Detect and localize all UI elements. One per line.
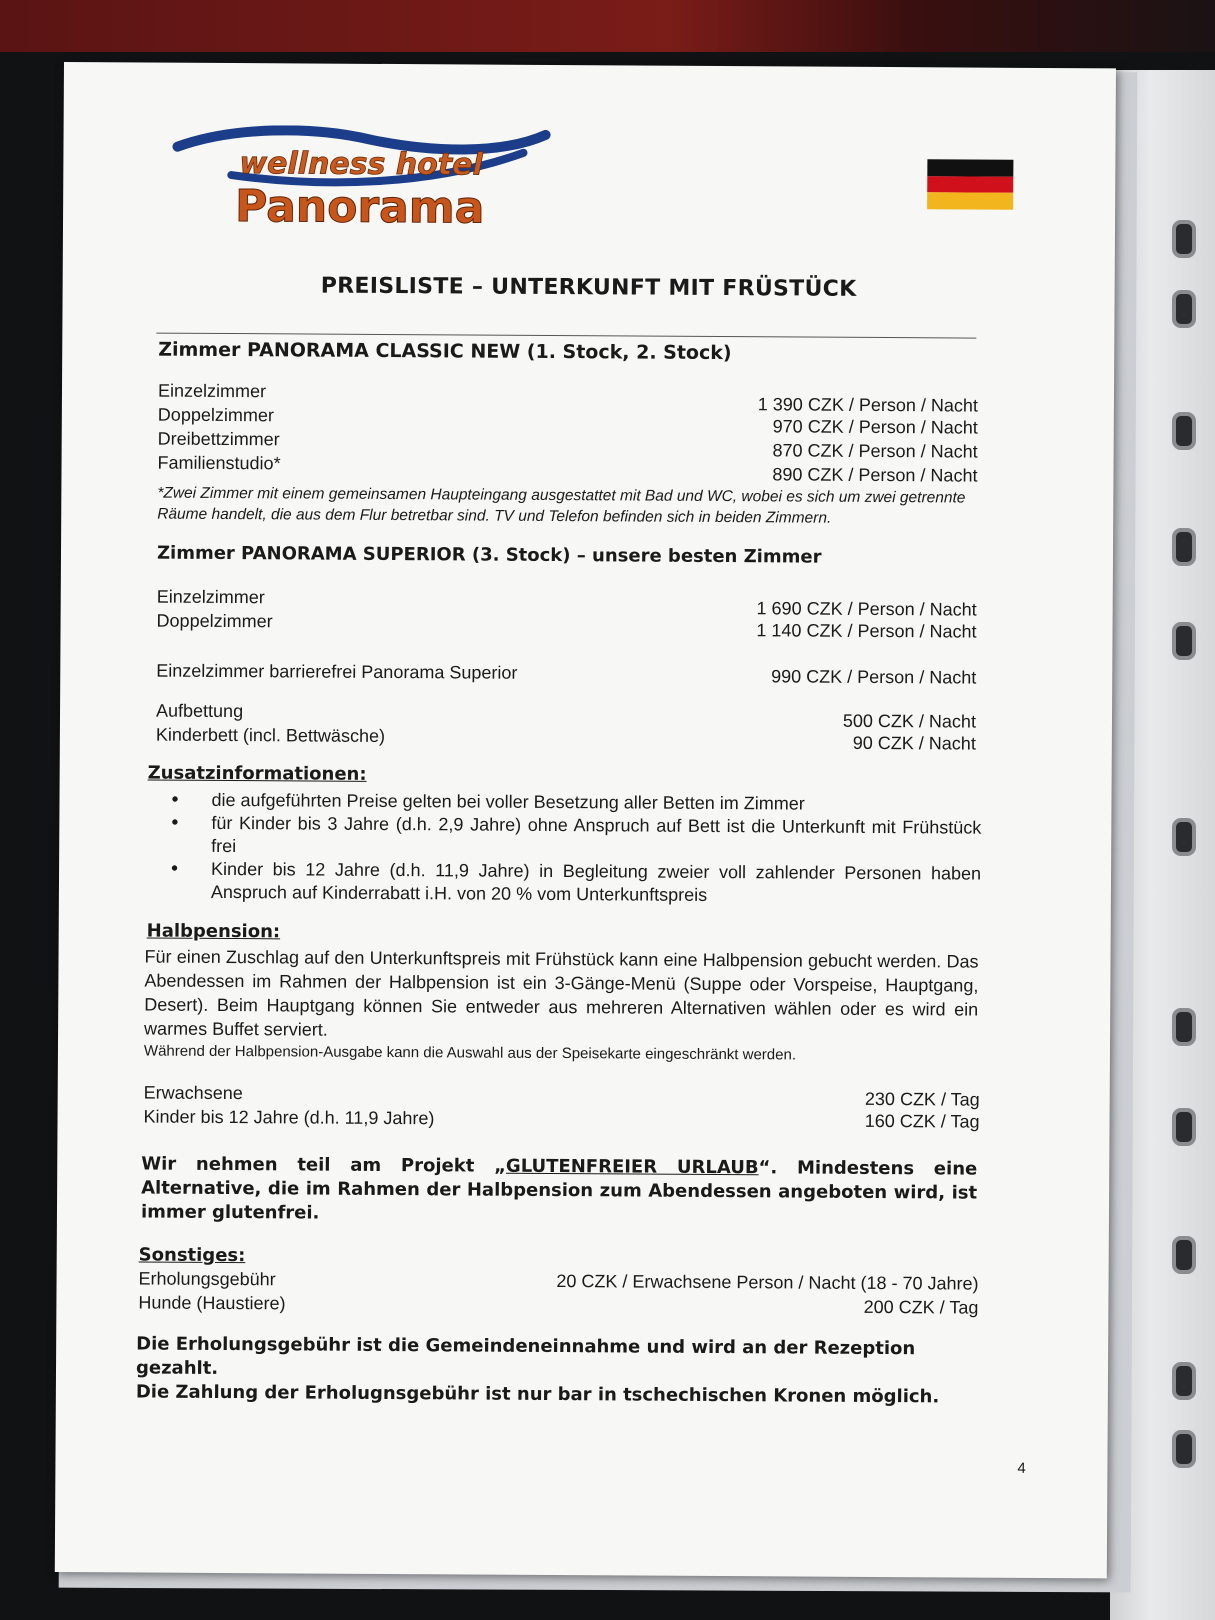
- footnote: *Zwei Zimmer mit einem gemeinsamen Haupteingang ausgestattet mit Bad und WC, wobei es sich um zwei getrennte Räume handelt, die aus dem Flur betretbar sind. TV und Telefon befinden sich in beiden Zimmern.: [157, 484, 966, 527]
- price-row: [143, 1107, 979, 1136]
- fee-name: Hunde (Haustiere): [138, 1292, 286, 1314]
- halbpension-text: Für einen Zuschlag auf den Unterkunftspreis mit Frühstück kann eine Halbpension gebucht werden. Das Abendessen im Rahmen der Halbpension ist ein 3-Gänge-Menü (Suppe oder Vorspeise, Hauptgang, Desert). Beim Hauptgang können Sie entweder aus mehreren Alternativen wählen oder es wird ein warmes Buffet serviert.: [144, 946, 979, 1040]
- room-name: Doppelzimmer: [156, 610, 273, 632]
- guest-type: Erwachsene: [143, 1082, 243, 1104]
- room-name: Familienstudio*: [157, 452, 281, 474]
- room-price: 870 CZK / Person / Nacht: [772, 440, 978, 462]
- binder-ring: [1172, 290, 1196, 328]
- fee-name: Erholungsgebühr: [138, 1268, 276, 1290]
- price-row: [138, 1292, 978, 1321]
- section-heading-superior: Zimmer PANORAMA SUPERIOR (3. Stock) – unsere besten Zimmer: [156, 542, 822, 568]
- binder-ring: [1172, 528, 1196, 566]
- room-price: 890 CZK / Person / Nacht: [772, 464, 978, 486]
- room-price: 1 690 CZK / Person / Nacht: [756, 598, 977, 620]
- flag-stripe-gold: [927, 193, 1013, 210]
- binder-ring: [1172, 818, 1196, 856]
- binder-ring: [1172, 1108, 1196, 1146]
- guest-type: Kinder bis 12 Jahre (d.h. 11,9 Jahre): [143, 1106, 435, 1129]
- room-price: 990 CZK / Person / Nacht: [771, 666, 977, 688]
- room-name: Einzelzimmer: [157, 380, 267, 402]
- gluten-text-post: “. Mindestens eine Alternative, die im Rahmen der Halbpension zum Abendessen angeboten wird, ist immer glutenfrei.: [140, 1157, 978, 1224]
- price-row: [157, 611, 977, 640]
- halbpension-note: Während der Halbpension-Ausgabe kann die Auswahl aus der Speisekarte eingeschränkt werden.: [143, 1042, 797, 1064]
- gluten-project-link[interactable]: GLUTENFREIER URLAUB: [505, 1155, 759, 1179]
- payment-note-line: Die Erholungsgebühr ist die Gemeindeneinnahme und wird an der Rezeption gezahlt.: [135, 1333, 916, 1379]
- price-row: [156, 661, 976, 690]
- binder-ring: [1172, 1362, 1196, 1400]
- room-name: Doppelzimmer: [157, 404, 274, 426]
- divider: [156, 333, 976, 339]
- room-name: Einzelzimmer: [156, 586, 265, 608]
- background-cloth: [0, 0, 1215, 52]
- flag-stripe-black: [927, 159, 1013, 176]
- section-heading-classic: Zimmer PANORAMA CLASSIC NEW (1. Stock, 2. Stock): [158, 338, 732, 365]
- extra-price: 500 CZK / Nacht: [842, 710, 977, 732]
- payment-note: [136, 1332, 976, 1409]
- wave-logo-icon: [171, 125, 552, 237]
- price-row: [157, 452, 978, 486]
- extra-price: 90 CZK / Nacht: [852, 732, 976, 754]
- info-list: [171, 789, 982, 909]
- list-item: • Kinder bis 12 Jahre (d.h. 11,9 Jahre) in Begleitung zweier voll zahlender Personen haben Anspruch auf Kinderrabatt i.H. von 20 % vom Unterkunftspreis: [171, 858, 981, 909]
- extra-name: Aufbettung: [155, 700, 244, 722]
- binder-ring: [1172, 1430, 1196, 1468]
- payment-note-line: Die Zahlung der Erholugnsgebühr ist nur bar in tschechischen Kronen möglich.: [135, 1381, 940, 1408]
- list-item: • für Kinder bis 3 Jahre (d.h. 2,9 Jahre) ohne Anspruch auf Bett ist die Unterkunft mit Frühstück frei: [171, 812, 981, 863]
- binder-ring: [1172, 1008, 1196, 1046]
- price-list-page: [55, 62, 1116, 1578]
- fee-price: 200 CZK / Tag: [863, 1296, 979, 1318]
- gluten-text-pre: Wir nehmen teil am Projekt „: [141, 1153, 507, 1177]
- halbpension-price: 230 CZK / Tag: [864, 1088, 980, 1110]
- room-price: 970 CZK / Person / Nacht: [772, 416, 978, 438]
- room-price: 1 140 CZK / Person / Nacht: [756, 620, 977, 642]
- binder-ring: [1172, 1236, 1196, 1274]
- room-name: Dreibettzimmer: [157, 428, 280, 450]
- extra-name: Kinderbett (incl. Bettwäsche): [155, 724, 386, 746]
- svg-text:wellness hotel: wellness hotel: [239, 146, 483, 183]
- fee-price: 20 CZK / Erwachsene Person / Nacht (18 - 70 Jahre): [556, 1271, 979, 1294]
- binder-ring: [1172, 412, 1196, 450]
- page-number: 4: [1017, 1459, 1026, 1477]
- price-row: [156, 725, 976, 754]
- svg-text:Panorama: Panorama: [234, 181, 485, 234]
- gluten-free-notice: [141, 1152, 977, 1229]
- section-heading-sonstiges: Sonstiges:: [138, 1244, 246, 1267]
- list-item: • die aufgeführten Preise gelten bei voller Besetzung aller Betten im Zimmer: [171, 789, 981, 817]
- german-flag-icon[interactable]: [927, 159, 1013, 210]
- page-title: PREISLISTE – UNTERKUNFT MIT FRÜSTÜCK: [320, 273, 857, 302]
- binder-ring: [1172, 220, 1196, 258]
- binder-ring: [1172, 622, 1196, 660]
- room-name: Einzelzimmer barrierefrei Panorama Superior: [156, 660, 518, 683]
- section-heading-zusatz: Zusatzinformationen:: [147, 762, 367, 785]
- halbpension-price: 160 CZK / Tag: [864, 1110, 980, 1132]
- room-price: 1 390 CZK / Person / Nacht: [757, 394, 978, 416]
- hotel-logo: [171, 125, 552, 237]
- section-heading-halbpension: Halbpension:: [146, 920, 281, 943]
- flag-stripe-red: [927, 176, 1013, 193]
